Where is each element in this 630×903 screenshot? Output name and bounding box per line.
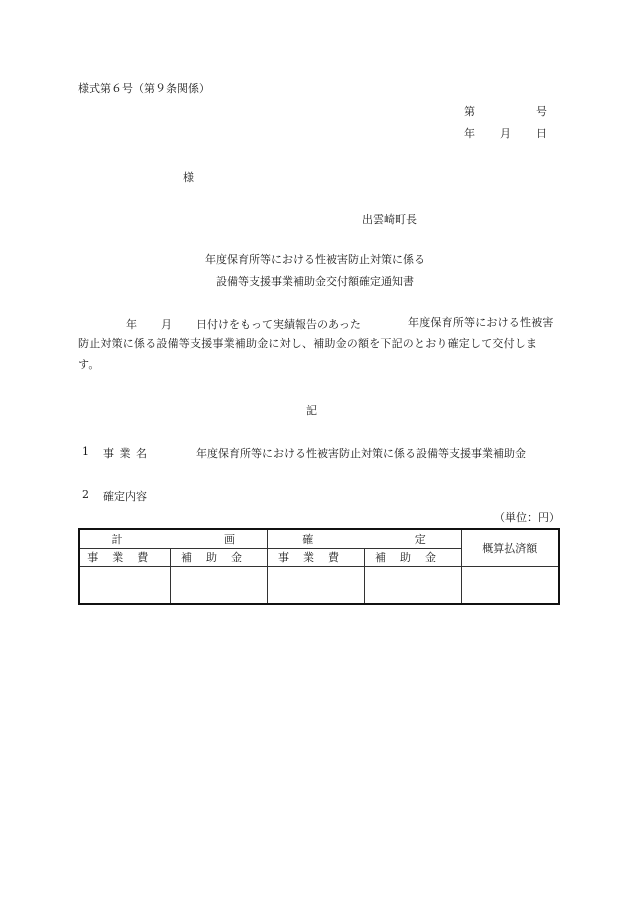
body-text1: 日付けをもって実績報告のあった <box>196 318 361 331</box>
header-fixed-subsidy: 補助金 <box>364 548 461 566</box>
unit-label: （単位：円） <box>494 511 560 524</box>
doc-number-suffix: 号 <box>536 105 547 118</box>
cell-plan-cost <box>79 566 170 604</box>
header-plan-char1: 計 <box>111 532 123 546</box>
cell-fixed-cost <box>267 566 364 604</box>
header-fixed <box>267 529 461 548</box>
doc-title-line1: 年度保育所等における性被害防止対策に係る <box>205 253 425 266</box>
section2-number: 2 <box>82 488 89 501</box>
header-prepaid: 概算払済額 <box>461 529 559 566</box>
section2-label: 確定内容 <box>103 490 147 503</box>
cell-plan-subsidy <box>170 566 267 604</box>
body-text2: 年度保育所等における性被害防止対策に係る設備等支援事業補助金に対し、補助金の額を下記のとおり確定して交付します。 <box>78 316 554 371</box>
header-plan-char2: 画 <box>224 532 235 546</box>
date-month: 月 <box>500 127 511 140</box>
header-fixed-char2: 定 <box>414 532 426 546</box>
cell-prepaid <box>461 566 559 604</box>
section1-number: 1 <box>82 445 89 458</box>
doc-title-line2: 設備等支援事業補助金交付額確定通知書 <box>216 275 414 288</box>
form-header: 様式第６号（第９条関係） <box>78 82 210 95</box>
ki-heading: 記 <box>306 404 317 417</box>
addressee-suffix: 様 <box>183 171 194 184</box>
header-fixed-cost: 事業費 <box>267 548 364 566</box>
body-month: 月 <box>161 318 172 331</box>
issuer: 出雲崎町長 <box>362 213 417 226</box>
cell-fixed-subsidy <box>364 566 461 604</box>
header-plan <box>79 529 267 548</box>
confirmation-table <box>78 528 560 605</box>
date-day: 日 <box>536 127 547 140</box>
header-plan-cost: 事業費 <box>79 548 170 566</box>
table-row <box>79 566 559 604</box>
body-year: 年 <box>126 318 137 331</box>
header-fixed-char1: 確 <box>302 532 314 546</box>
doc-number-prefix: 第 <box>464 105 475 118</box>
header-plan-subsidy: 補助金 <box>170 548 267 566</box>
section1-value: 年度保育所等における性被害防止対策に係る設備等支援事業補助金 <box>196 447 526 460</box>
date-year: 年 <box>464 127 475 140</box>
section1-label: 事 業 名 <box>103 447 148 460</box>
